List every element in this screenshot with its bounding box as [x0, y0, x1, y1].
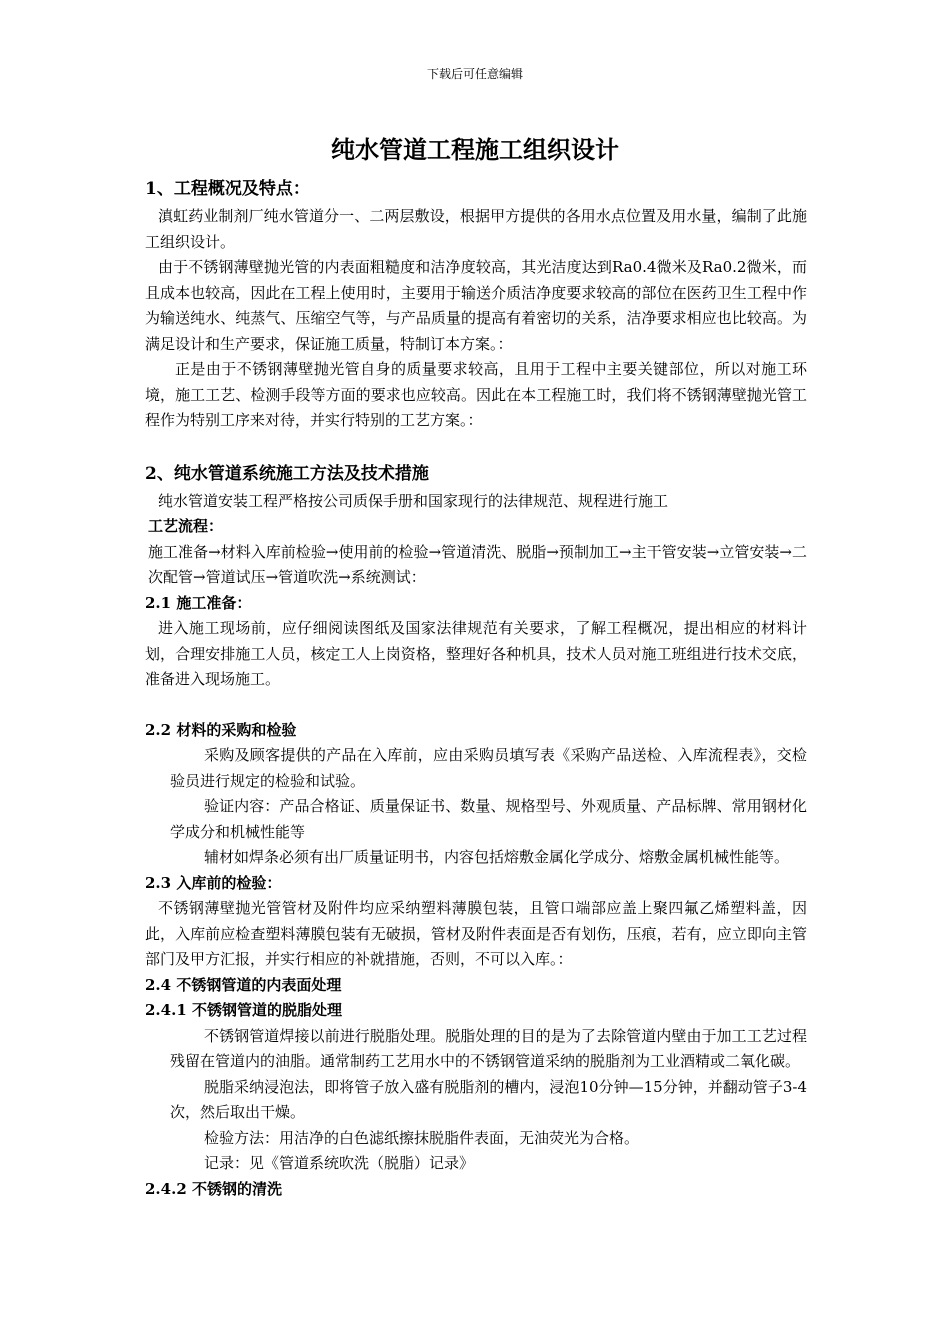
process-label: 工艺流程：	[148, 517, 224, 535]
document-body	[145, 174, 807, 1202]
page-header: 下载后可任意编辑	[426, 67, 523, 81]
section-2-4-1-heading: 2.4.1 不锈钢管道的脱脂处理	[145, 1001, 342, 1019]
section-2-4-1-paragraph: 记录：见《管道系统吹洗（脱脂）记录》	[204, 1154, 475, 1172]
section-2-3-paragraph: 不锈钢薄壁抛光管管材及附件均应采纳塑料薄膜包装，且管口端部应盖上聚四氟乙烯塑料盖，因此，入库前应检查塑料薄膜包装有无破损，管材及附件表面是否有划伤，压痕，若有，应立即向主管部门及甲方汇报，并实行相应的补就措施，否则，不可以入库。：	[145, 899, 807, 968]
section-1-paragraph: 滇虹药业制剂厂纯水管道分一、二两层敷设，根据甲方提供的各用水点位置及用水量，编制了此施工组织设计。	[145, 207, 807, 251]
section-2-2-paragraph: 采购及顾客提供的产品在入库前，应由采购员填写表《采购产品送检、入库流程表》，交检验员进行规定的检验和试验。	[170, 746, 807, 790]
section-2-4-heading: 2.4 不锈钢管道的内表面处理	[145, 975, 342, 994]
section-2-heading: 2、纯水管道系统施工方法及技术措施	[145, 463, 429, 484]
section-2-intro: 纯水管道安装工程严格按公司质保手册和国家现行的法律规范、规程进行施工	[158, 491, 669, 510]
section-2-1-paragraph: 进入施工现场前，应仔细阅读图纸及国家法律规范有关要求，了解工程概况，提出相应的材料计划，合理安排施工人员，核定工人上岗资格，整理好各种机具，技术人员对施工班组进行技术交底，准备进入现场施工。	[145, 619, 807, 688]
section-1-heading: 1、工程概况及特点：	[145, 179, 310, 199]
section-2-1-heading: 2.1 施工准备：	[145, 593, 252, 612]
spacer	[145, 434, 807, 459]
section-2-4-1-paragraph: 不锈钢管道焊接以前进行脱脂处理。脱脂处理的目的是为了去除管道内壁由于加工工艺过程残留在管道内的油脂。通常制药工艺用水中的不锈钢管道采纳的脱脂剂为工业酒精或二氧化碳。	[170, 1026, 807, 1070]
section-2-2-paragraph: 辅材如焊条必须有出厂质量证明书，内容包括熔敷金属化学成分、熔敷金属机械性能等。	[204, 848, 790, 866]
section-1-paragraph: 正是由于不锈钢薄壁抛光管自身的质量要求较高，且用于工程中主要关键部位，所以对施工环境，施工工艺、检测手段等方面的要求也应较高。因此在本工程施工时，我们将不锈钢薄壁抛光管工程作为特别工序来对待，并实行特别的工艺方案。：	[145, 360, 807, 429]
section-2-3-heading: 2.3 入库前的检验：	[145, 873, 282, 892]
document-title: 纯水管道工程施工组织设计	[331, 135, 619, 164]
section-2-4-1-paragraph: 脱脂采纳浸泡法，即将管子放入盛有脱脂剂的槽内，浸泡10分钟—15分钟，并翻动管子3-4次，然后取出干燥。	[170, 1077, 807, 1121]
process-flow: 施工准备→材料入库前检验→使用前的检验→管道清洗、脱脂→预制加工→主干管安装→立管安装→二次配管→管道试压→管道吹洗→系统测试：	[148, 542, 807, 586]
section-2-2-paragraph: 验证内容：产品合格证、质量保证书、数量、规格型号、外观质量、产品标牌、常用钢材化学成分和机械性能等	[170, 797, 807, 841]
section-2-4-2-heading: 2.4.2 不锈钢的清洗	[145, 1179, 282, 1198]
section-1-paragraph: 由于不锈钢薄壁抛光管的内表面粗糙度和洁净度较高，其光洁度达到Ra0.4微米及Ra0.2微米，而且成本也较高，因此在工程上使用时，主要用于输送介质洁净度要求较高的部位在医药卫生工程中作为输送纯水、纯蒸气、压缩空气等，与产品质量的提高有着密切的关系，洁净要求相应也比较高。为满足设计和生产要求，保证施工质量，特制订本方案。：	[145, 258, 807, 353]
section-2-4-1-paragraph: 检验方法：用洁净的白色滤纸擦抹脱脂件表面，无油荧光为合格。	[204, 1128, 640, 1147]
spacer	[145, 693, 807, 718]
section-2-2-heading: 2.2 材料的采购和检验	[145, 720, 297, 739]
